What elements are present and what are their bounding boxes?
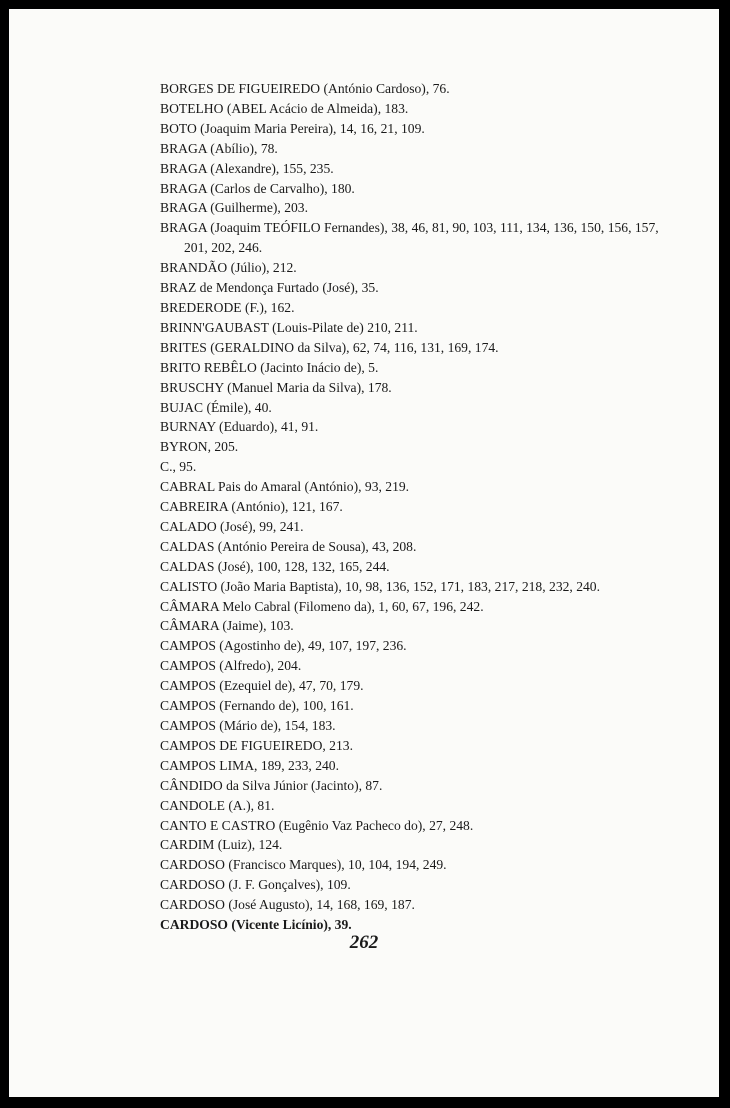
index-entry: CÂMARA Melo Cabral (Filomeno da), 1, 60, 67, 196, 242. [160, 598, 484, 614]
index-entry: BUJAC (Émile), 40. [160, 399, 272, 415]
index-entry: CALISTO (João Maria Baptista), 10, 98, 136, 152, 171, 183, 217, 218, 232, 240. [160, 578, 601, 594]
index-entry: BRAGA (Alexandre), 155, 235. [160, 160, 334, 176]
index-entry: CAMPOS LIMA, 189, 233, 240. [160, 757, 340, 773]
index-entry: BRAZ de Mendonça Furtado (José), 35. [160, 280, 379, 296]
index-entry: CAMPOS (Agostinho de), 49, 107, 197, 236. [160, 638, 407, 654]
index-entry: BREDERODE (F.), 162. [160, 299, 295, 315]
index-entry: CALDAS (José), 100, 128, 132, 165, 244. [160, 558, 390, 574]
index-entry: CAMPOS DE FIGUEIREDO, 213. [160, 737, 353, 753]
index-entry: CALDAS (António Pereira de Sousa), 43, 208. [160, 538, 417, 554]
index-entry: BYRON, 205. [160, 439, 239, 455]
index-entry: CAMPOS (Mário de), 154, 183. [160, 718, 336, 733]
page-number: 262 [349, 932, 379, 953]
index-entry: CARDOSO (Francisco Marques), 10, 104, 194, 249. [160, 857, 447, 873]
index-entry: BRAGA (Joaquim TEÓFILO Fernandes), 38, 46, 81, 90, 103, 111, 134, 136, 150, 156, 157, 201, 202, 246. [160, 220, 659, 256]
name-index-list [160, 79, 680, 935]
index-entry: CABREIRA (António), 121, 167. [160, 499, 343, 515]
book-page [9, 9, 719, 1097]
index-entry: BRITO REBÊLO (Jacinto Inácio de), 5. [160, 359, 379, 375]
index-entry: BORGES DE FIGUEIREDO (António Cardoso), 76. [160, 81, 450, 96]
index-entry: CAMPOS (Fernando de), 100, 161. [160, 698, 354, 714]
index-entry: BRITES (GERALDINO da Silva), 62, 74, 116, 131, 169, 174. [160, 339, 499, 355]
index-entry: CAMPOS (Ezequiel de), 47, 70, 179. [160, 678, 364, 694]
index-entry: BRUSCHY (Manuel Maria da Silva), 178. [160, 379, 392, 395]
index-entry: CÂNDIDO da Silva Júnior (Jacinto), 87. [160, 777, 383, 793]
index-entry: CANTO E CASTRO (Eugênio Vaz Pacheco do), 27, 248. [160, 817, 474, 833]
index-entry: CÂMARA (Jaime), 103. [160, 618, 294, 634]
index-entry: CABRAL Pais do Amaral (António), 93, 219. [160, 479, 410, 495]
index-entry: CANDOLE (A.), 81. [160, 797, 275, 813]
index-entry: CARDOSO (José Augusto), 14, 168, 169, 187. [160, 897, 415, 913]
index-entry: BOTO (Joaquim Maria Pereira), 14, 16, 21, 109. [160, 120, 425, 136]
index-entry: CARDIM (Luiz), 124. [160, 837, 283, 853]
index-entry: BRAGA (Carlos de Carvalho), 180. [160, 180, 355, 196]
index-entry: BRINN'GAUBAST (Louis-Pilate de) 210, 211. [160, 319, 418, 335]
index-entry: BURNAY (Eduardo), 41, 91. [160, 419, 319, 435]
index-entry: C., 95. [160, 459, 197, 475]
index-entry: CARDOSO (Vicente Licínio), 39. [160, 917, 352, 933]
index-entry: BRAGA (Guilherme), 203. [160, 200, 309, 216]
index-entry: BOTELHO (ABEL Acácio de Almeida), 183. [160, 100, 409, 116]
index-entry: BRAGA (Abílio), 78. [160, 140, 278, 156]
index-entry: BRANDÃO (Júlio), 212. [160, 260, 297, 276]
index-entry: CALADO (José), 99, 241. [160, 518, 304, 534]
index-entry: CAMPOS (Alfredo), 204. [160, 658, 302, 674]
index-entry: CARDOSO (J. F. Gonçalves), 109. [160, 877, 351, 893]
